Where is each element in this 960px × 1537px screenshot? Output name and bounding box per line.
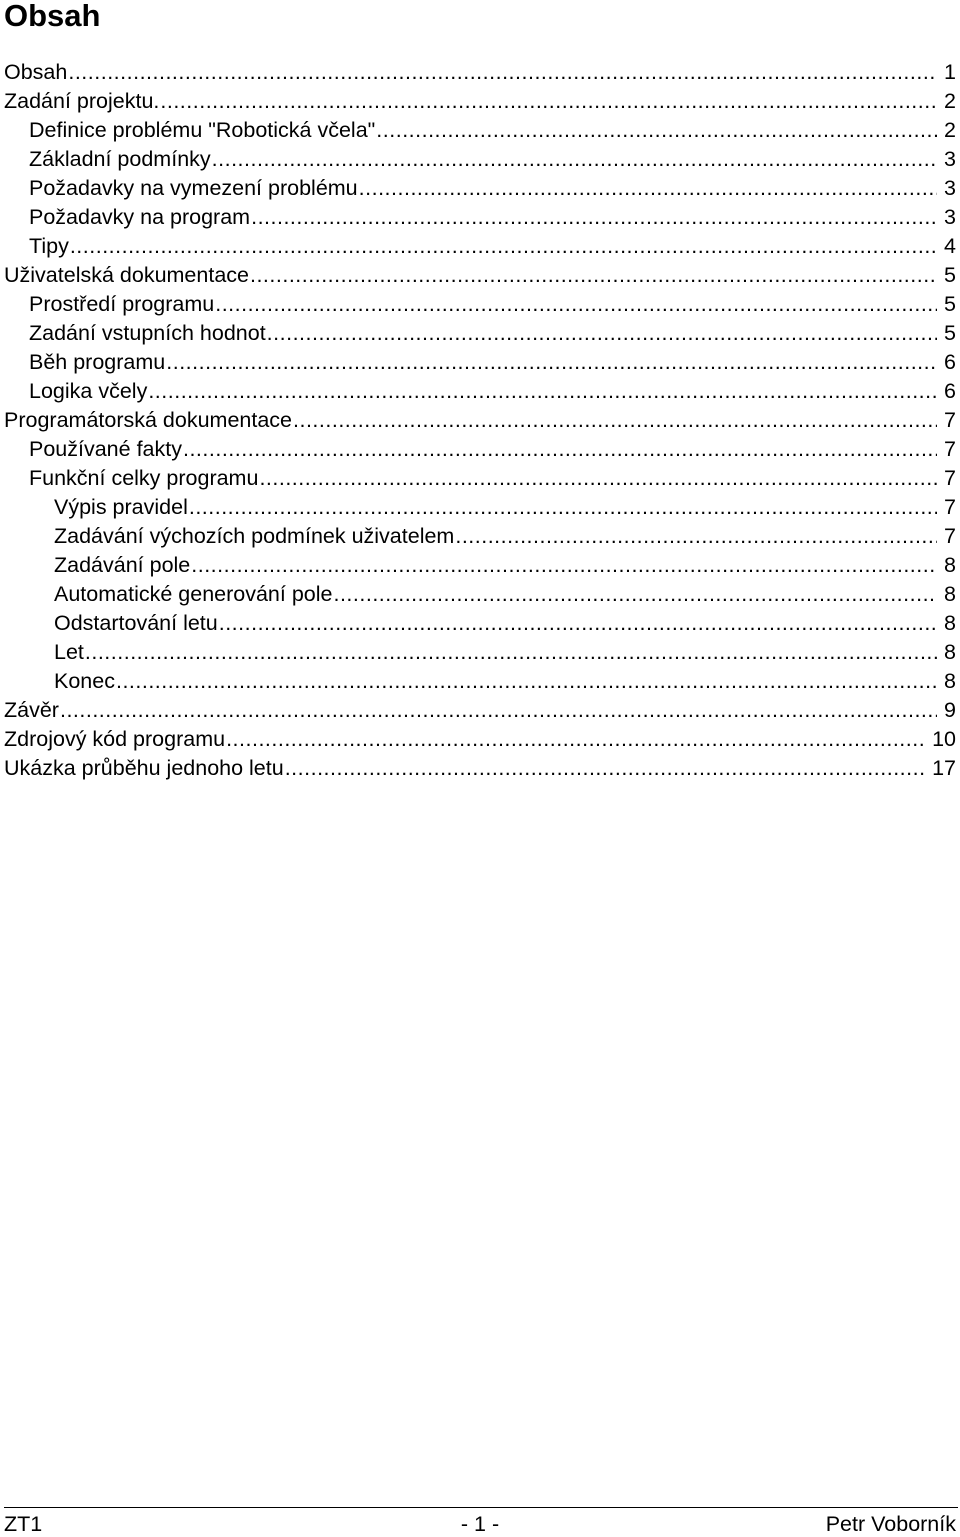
toc-entry-title[interactable]: Let — [54, 640, 84, 664]
toc-entry-title[interactable]: Automatické generování pole — [54, 582, 333, 606]
toc-entry-page-number[interactable]: 6 — [944, 379, 956, 403]
toc-entry[interactable] — [4, 377, 956, 406]
toc-entry-title[interactable]: Zdrojový kód programu — [4, 727, 226, 751]
footer-author: Petr Voborník — [825, 1512, 956, 1536]
toc-entry[interactable] — [4, 203, 956, 232]
toc-entry-title[interactable]: Výpis pravidel — [54, 495, 188, 519]
toc-entry[interactable] — [4, 58, 956, 87]
toc-entry-page-number[interactable]: 7 — [944, 524, 956, 548]
toc-entry-page-number[interactable]: 2 — [944, 118, 956, 142]
toc-entry-title[interactable]: Definice problému "Robotická včela" — [29, 118, 376, 142]
page-title: Obsah — [4, 0, 101, 33]
toc-dot-leader — [215, 290, 937, 319]
toc-dot-leader — [259, 464, 937, 493]
toc-entry-title[interactable]: Programátorská dokumentace — [4, 408, 293, 432]
toc-entry-title[interactable]: Požadavky na vymezení problému — [29, 176, 358, 200]
toc-entry-title[interactable]: Zadávání výchozích podmínek uživatelem — [54, 524, 455, 548]
toc-entry[interactable] — [4, 493, 956, 522]
toc-entry-title[interactable]: Zadání vstupních hodnot — [29, 321, 266, 345]
toc-entry[interactable] — [4, 522, 956, 551]
toc-dot-leader — [455, 522, 937, 551]
toc-entry-page-number[interactable]: 6 — [944, 350, 956, 374]
toc-dot-leader — [189, 493, 937, 522]
toc-dot-leader — [60, 696, 937, 725]
toc-dot-leader — [376, 116, 937, 145]
toc-entry[interactable] — [4, 174, 956, 203]
footer-course-code: ZT1 — [4, 1512, 43, 1536]
toc-entry-title[interactable]: Zadávání pole — [54, 553, 191, 577]
toc-dot-leader — [68, 58, 937, 87]
toc-dot-leader — [333, 580, 937, 609]
toc-dot-leader — [148, 377, 937, 406]
toc-entry[interactable] — [4, 754, 956, 783]
toc-dot-leader — [116, 667, 937, 696]
toc-dot-leader — [219, 609, 937, 638]
footer-divider — [4, 1507, 958, 1508]
toc-entry-page-number[interactable]: 7 — [944, 408, 956, 432]
toc-entry-title[interactable]: Logika včely — [29, 379, 148, 403]
toc-entry-page-number[interactable]: 2 — [944, 89, 956, 113]
toc-entry-page-number[interactable]: 5 — [944, 263, 956, 287]
toc-entry[interactable] — [4, 87, 956, 116]
toc-entry[interactable] — [4, 406, 956, 435]
toc-entry-title[interactable]: Základní podmínky — [29, 147, 211, 171]
toc-entry-title[interactable]: Závěr — [4, 698, 59, 722]
toc-entry[interactable] — [4, 551, 956, 580]
toc-entry-title[interactable]: Požadavky na program — [29, 205, 251, 229]
toc-entry-title[interactable]: Ukázka průběhu jednoho letu — [4, 756, 284, 780]
table-of-contents — [4, 58, 956, 783]
toc-entry[interactable] — [4, 609, 956, 638]
toc-entry[interactable] — [4, 725, 956, 754]
toc-entry[interactable] — [4, 290, 956, 319]
footer-page-number: - 1 - — [460, 1512, 500, 1536]
toc-entry[interactable] — [4, 116, 956, 145]
toc-dot-leader — [212, 145, 937, 174]
toc-entry-title[interactable]: Tipy — [29, 234, 69, 258]
toc-dot-leader — [183, 435, 937, 464]
toc-dot-leader — [285, 754, 925, 783]
toc-entry-page-number[interactable]: 8 — [944, 669, 956, 693]
toc-dot-leader — [166, 348, 937, 377]
toc-dot-leader — [226, 725, 925, 754]
toc-entry-page-number[interactable]: 1 — [944, 60, 956, 84]
toc-entry[interactable] — [4, 667, 956, 696]
toc-entry-page-number[interactable]: 8 — [944, 582, 956, 606]
toc-entry[interactable] — [4, 319, 956, 348]
toc-entry-title[interactable]: Odstartování letu — [54, 611, 218, 635]
toc-entry-title[interactable]: Funkční celky programu — [29, 466, 259, 490]
toc-entry-page-number[interactable]: 8 — [944, 611, 956, 635]
toc-entry-page-number[interactable]: 3 — [944, 147, 956, 171]
toc-entry-page-number[interactable]: 9 — [944, 698, 956, 722]
toc-entry-page-number[interactable]: 5 — [944, 321, 956, 345]
toc-entry-page-number[interactable]: 8 — [944, 553, 956, 577]
toc-entry-page-number[interactable]: 7 — [944, 466, 956, 490]
toc-entry[interactable] — [4, 261, 956, 290]
toc-dot-leader — [191, 551, 937, 580]
toc-entry-title[interactable]: Obsah — [4, 60, 68, 84]
toc-entry[interactable] — [4, 696, 956, 725]
toc-entry-title[interactable]: Konec — [54, 669, 115, 693]
toc-dot-leader — [70, 232, 937, 261]
toc-entry-title[interactable]: Používané fakty — [29, 437, 182, 461]
toc-entry[interactable] — [4, 232, 956, 261]
toc-entry-title[interactable]: Uživatelská dokumentace — [4, 263, 249, 287]
toc-entry-title[interactable]: Prostředí programu — [29, 292, 215, 316]
toc-dot-leader — [250, 261, 937, 290]
toc-entry[interactable] — [4, 348, 956, 377]
toc-entry-page-number[interactable]: 17 — [932, 756, 956, 780]
toc-entry-page-number[interactable]: 8 — [944, 640, 956, 664]
toc-entry-page-number[interactable]: 10 — [932, 727, 956, 751]
toc-entry-page-number[interactable]: 5 — [944, 292, 956, 316]
toc-entry[interactable] — [4, 145, 956, 174]
toc-entry-page-number[interactable]: 4 — [944, 234, 956, 258]
toc-entry-page-number[interactable]: 7 — [944, 495, 956, 519]
toc-dot-leader — [359, 174, 937, 203]
toc-entry-title[interactable]: Běh programu — [29, 350, 166, 374]
toc-entry[interactable] — [4, 464, 956, 493]
toc-entry[interactable] — [4, 638, 956, 667]
toc-entry[interactable] — [4, 435, 956, 464]
toc-entry-page-number[interactable]: 3 — [944, 176, 956, 200]
toc-entry[interactable] — [4, 580, 956, 609]
toc-dot-leader — [251, 203, 937, 232]
page-footer — [4, 1512, 956, 1537]
toc-dot-leader — [160, 87, 937, 116]
toc-entry-page-number[interactable]: 3 — [944, 205, 956, 229]
toc-entry-page-number[interactable]: 7 — [944, 437, 956, 461]
toc-dot-leader — [267, 319, 937, 348]
toc-dot-leader — [85, 638, 937, 667]
toc-dot-leader — [293, 406, 937, 435]
toc-entry-title[interactable]: Zadání projektu. — [4, 89, 160, 113]
